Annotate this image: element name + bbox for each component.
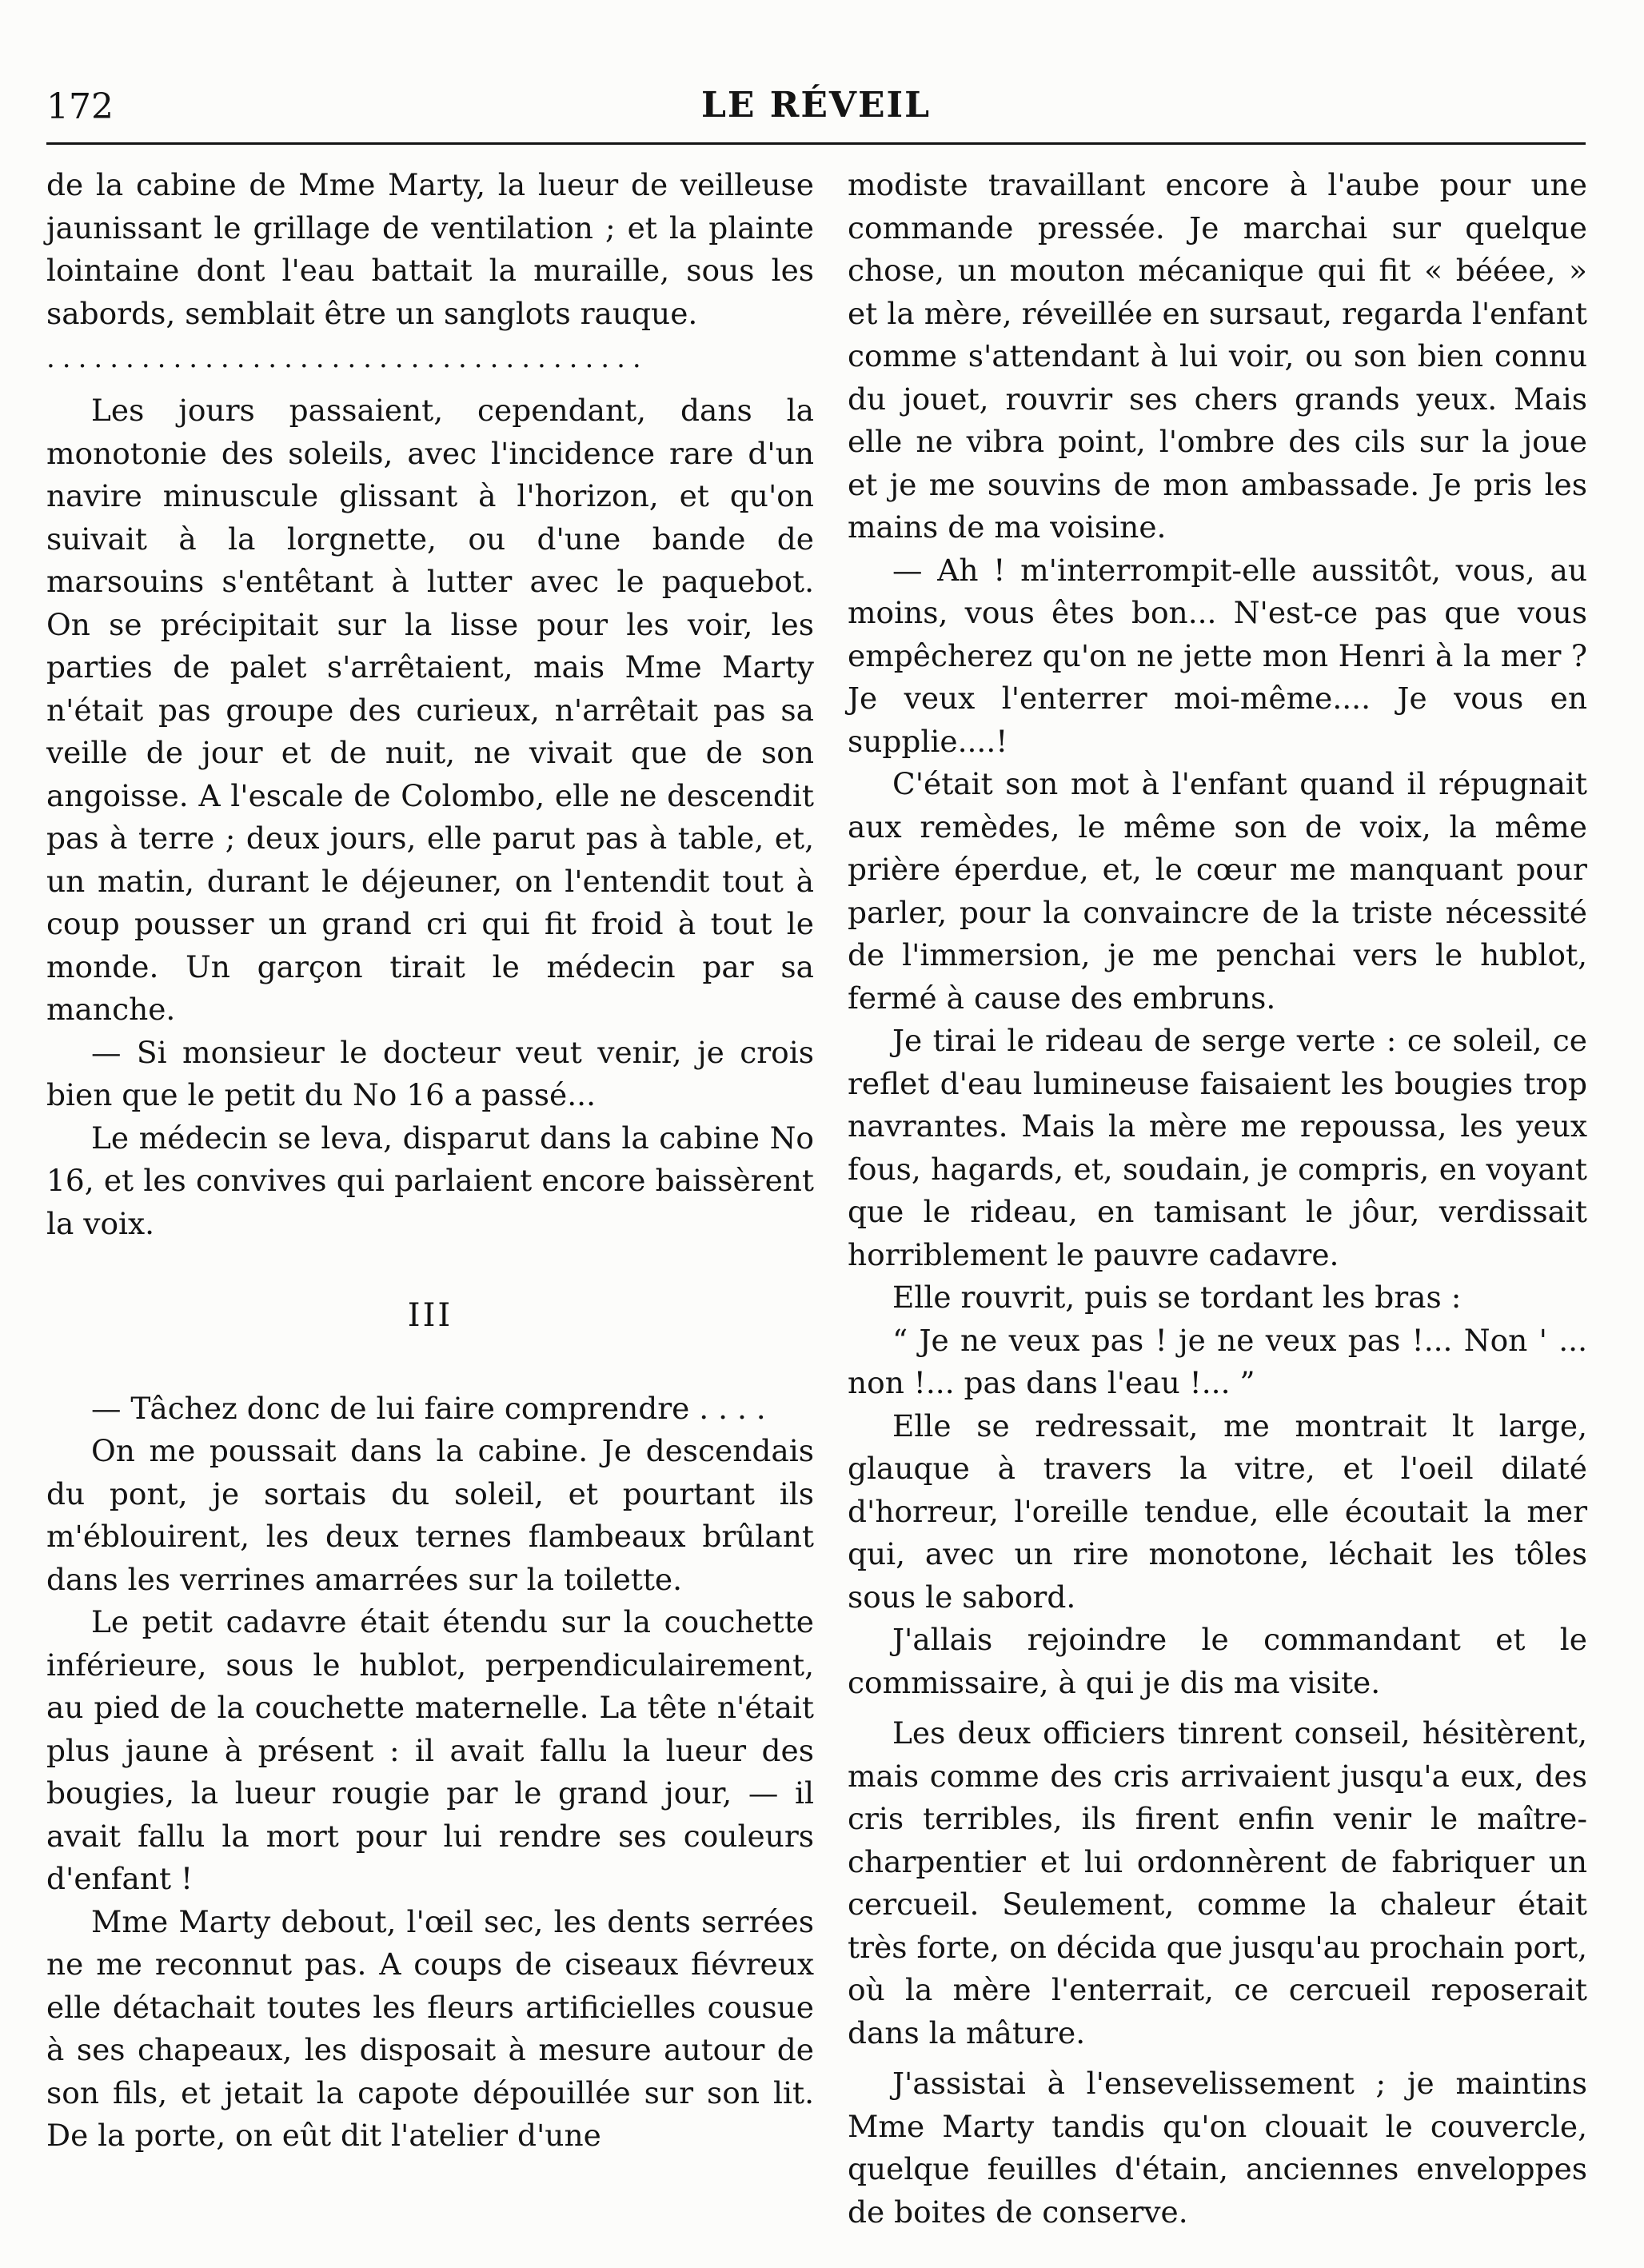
paragraph: — Tâchez donc de lui faire comprendre . . . . xyxy=(91,1390,766,1426)
paragraph: J'assistai à l'ensevelissement ; je maintins Mme Marty tandis qu'on clouait le couvercle, quelque feuilles d'étain, anciennes enveloppes de boites de conserve. xyxy=(848,2066,1587,2230)
paragraph: modiste travaillant encore à l'aube pour une commande pressée. Je marchai sur quelque chose, un mouton mécanique qui fit « bééee, » et la mère, réveillée en sursaut, regarda l'enfant comme s'attendant à lui voir, ou son bien connu du jouet, rouvrir ses chers grands yeux. Mais elle ne vibra point, l'ombre des cils sur la joue et je me souvins de mon ambassade. Je pris les mains de ma voisine. xyxy=(848,167,1587,545)
paragraph: — Ah ! m'interrompit-elle aussitôt, vous, au moins, vous êtes bon... N'est-ce pas que vous empêcherez qu'on ne jette mon Henri à la mer ? Je veux l'enterrer moi-même.... Je vous en supplie....! xyxy=(848,552,1587,759)
paragraph: On me poussait dans la cabine. Je descendais du pont, je sortais du soleil, et pourtant ils m'éblouirent, les deux ternes flambeaux brûlant dans les verrines amarrées sur la toilette. xyxy=(46,1433,814,1597)
page-header xyxy=(46,62,1586,134)
paragraph: Les jours passaient, cependant, dans la monotonie des soleils, avec l'incidence rare d'un navire minuscule glissant à l'horizon, et qu'on suivait à la lorgnette, ou d'une bande de marsouins s'entêtant à lutter avec le paquebot. On se précipitait sur la lisse pour les voir, les parties de palet s'arrêtaient, mais Mme Marty n'était pas groupe des curieux, n'arrêtait pas sa veille de jour et de nuit, ne vivait que de son angoisse. A l'escale de Colombo, elle ne descendit pas à terre ; deux jours, elle parut pas à table, et, un matin, durant le déjeuner, on l'entendit tout à coup pousser un grand cri qui fit froid à tout le monde. Un garçon tirait le médecin par sa manche. xyxy=(46,393,814,1027)
paragraph: Je tirai le rideau de serge verte : ce soleil, ce reflet d'eau lumineuse faisaient les bougies trop navrantes. Mais la mère me repoussa, les yeux fous, hagards, et, soudain, je compris, en voyant que le rideau, en tamisant le jôur, verdissait horriblement le pauvre cadavre. xyxy=(848,1023,1587,1272)
paragraph: Elle se redressait, me montrait lt large, glauque à travers la vitre, et l'oeil dilaté d'horreur, l'oreille tendue, elle écoutait la mer qui, avec un rire monotone, léchait les tôles sous le sabord. xyxy=(848,1408,1587,1615)
right-column xyxy=(848,164,1587,2234)
paragraph: Les deux officiers tinrent conseil, hésitèrent, mais comme des cris arrivaient jusqu'a eux, des cris terribles, ils firent enfin venir le maître-charpentier et lui ordonnèrent de fabriquer un cercueil. Seulement, comme la chaleur était très forte, on décida que jusqu'au prochain port, où la mère l'enterrait, ce cercueil reposerait dans la mâture. xyxy=(848,1715,1587,2050)
paragraph: Le médecin se leva, disparut dans la cabine No 16, et les convives qui parlaient encore baissèrent la voix. xyxy=(46,1120,814,1241)
paragraph-gap xyxy=(848,2054,1587,2062)
paragraph-gap xyxy=(848,1704,1587,1712)
section-separator-dots: ...................................... xyxy=(46,342,648,374)
paragraph: Mme Marty debout, l'œil sec, les dents serrées ne me reconnut pas. A coups de ciseaux fiévreux elle détachait toutes les fleurs artificielles cousue à ses chapeaux, les disposait à mesure autour de son fils, et jetait la capote dépouillée sur son lit. De la porte, on eût dit l'atelier d'une xyxy=(46,1903,814,2153)
header-rule xyxy=(46,142,1586,145)
paragraph: Elle rouvrit, puis se tordant les bras : xyxy=(892,1280,1462,1315)
paragraph: Le petit cadavre était étendu sur la couchette inférieure, sous le hublot, perpendiculairement, au pied de la couchette maternelle. La tête n'était plus jaune à présent : il avait fallu la lueur des bougies, la lueur rougie par le grand jour, — il avait fallu la mort pour lui rendre ses couleurs d'enfant ! xyxy=(46,1604,814,1896)
left-column xyxy=(46,164,814,2158)
paragraph: “ Je ne veux pas ! je ne veux pas !... Non ' ... non !... pas dans l'eau !... ” xyxy=(848,1322,1587,1400)
paragraph: C'était son mot à l'enfant quand il répugnait aux remèdes, le même son de voix, la même prière éperdue, et, le cœur me manquant pour parler, pour la convaincre de la triste nécessité de l'immersion, je me penchai vers le hublot, fermé à cause des embruns. xyxy=(848,766,1587,1016)
journal-title: LE RÉVEIL xyxy=(700,85,932,126)
page-number: 172 xyxy=(46,86,114,127)
paragraph: de la cabine de Mme Marty, la lueur de veilleuse jaunissant le grillage de ventilation ; et la plainte lointaine dont l'eau battait la muraille, sous les sabords, semblait être un sanglots rauque. xyxy=(46,167,814,331)
paragraph: J'allais rejoindre le commandant et le commissaire, à qui je dis ma visite. xyxy=(848,1622,1587,1700)
section-heading: III xyxy=(407,1297,453,1334)
paragraph: — Si monsieur le docteur veut venir, je crois bien que le petit du No 16 a passé... xyxy=(46,1034,814,1112)
